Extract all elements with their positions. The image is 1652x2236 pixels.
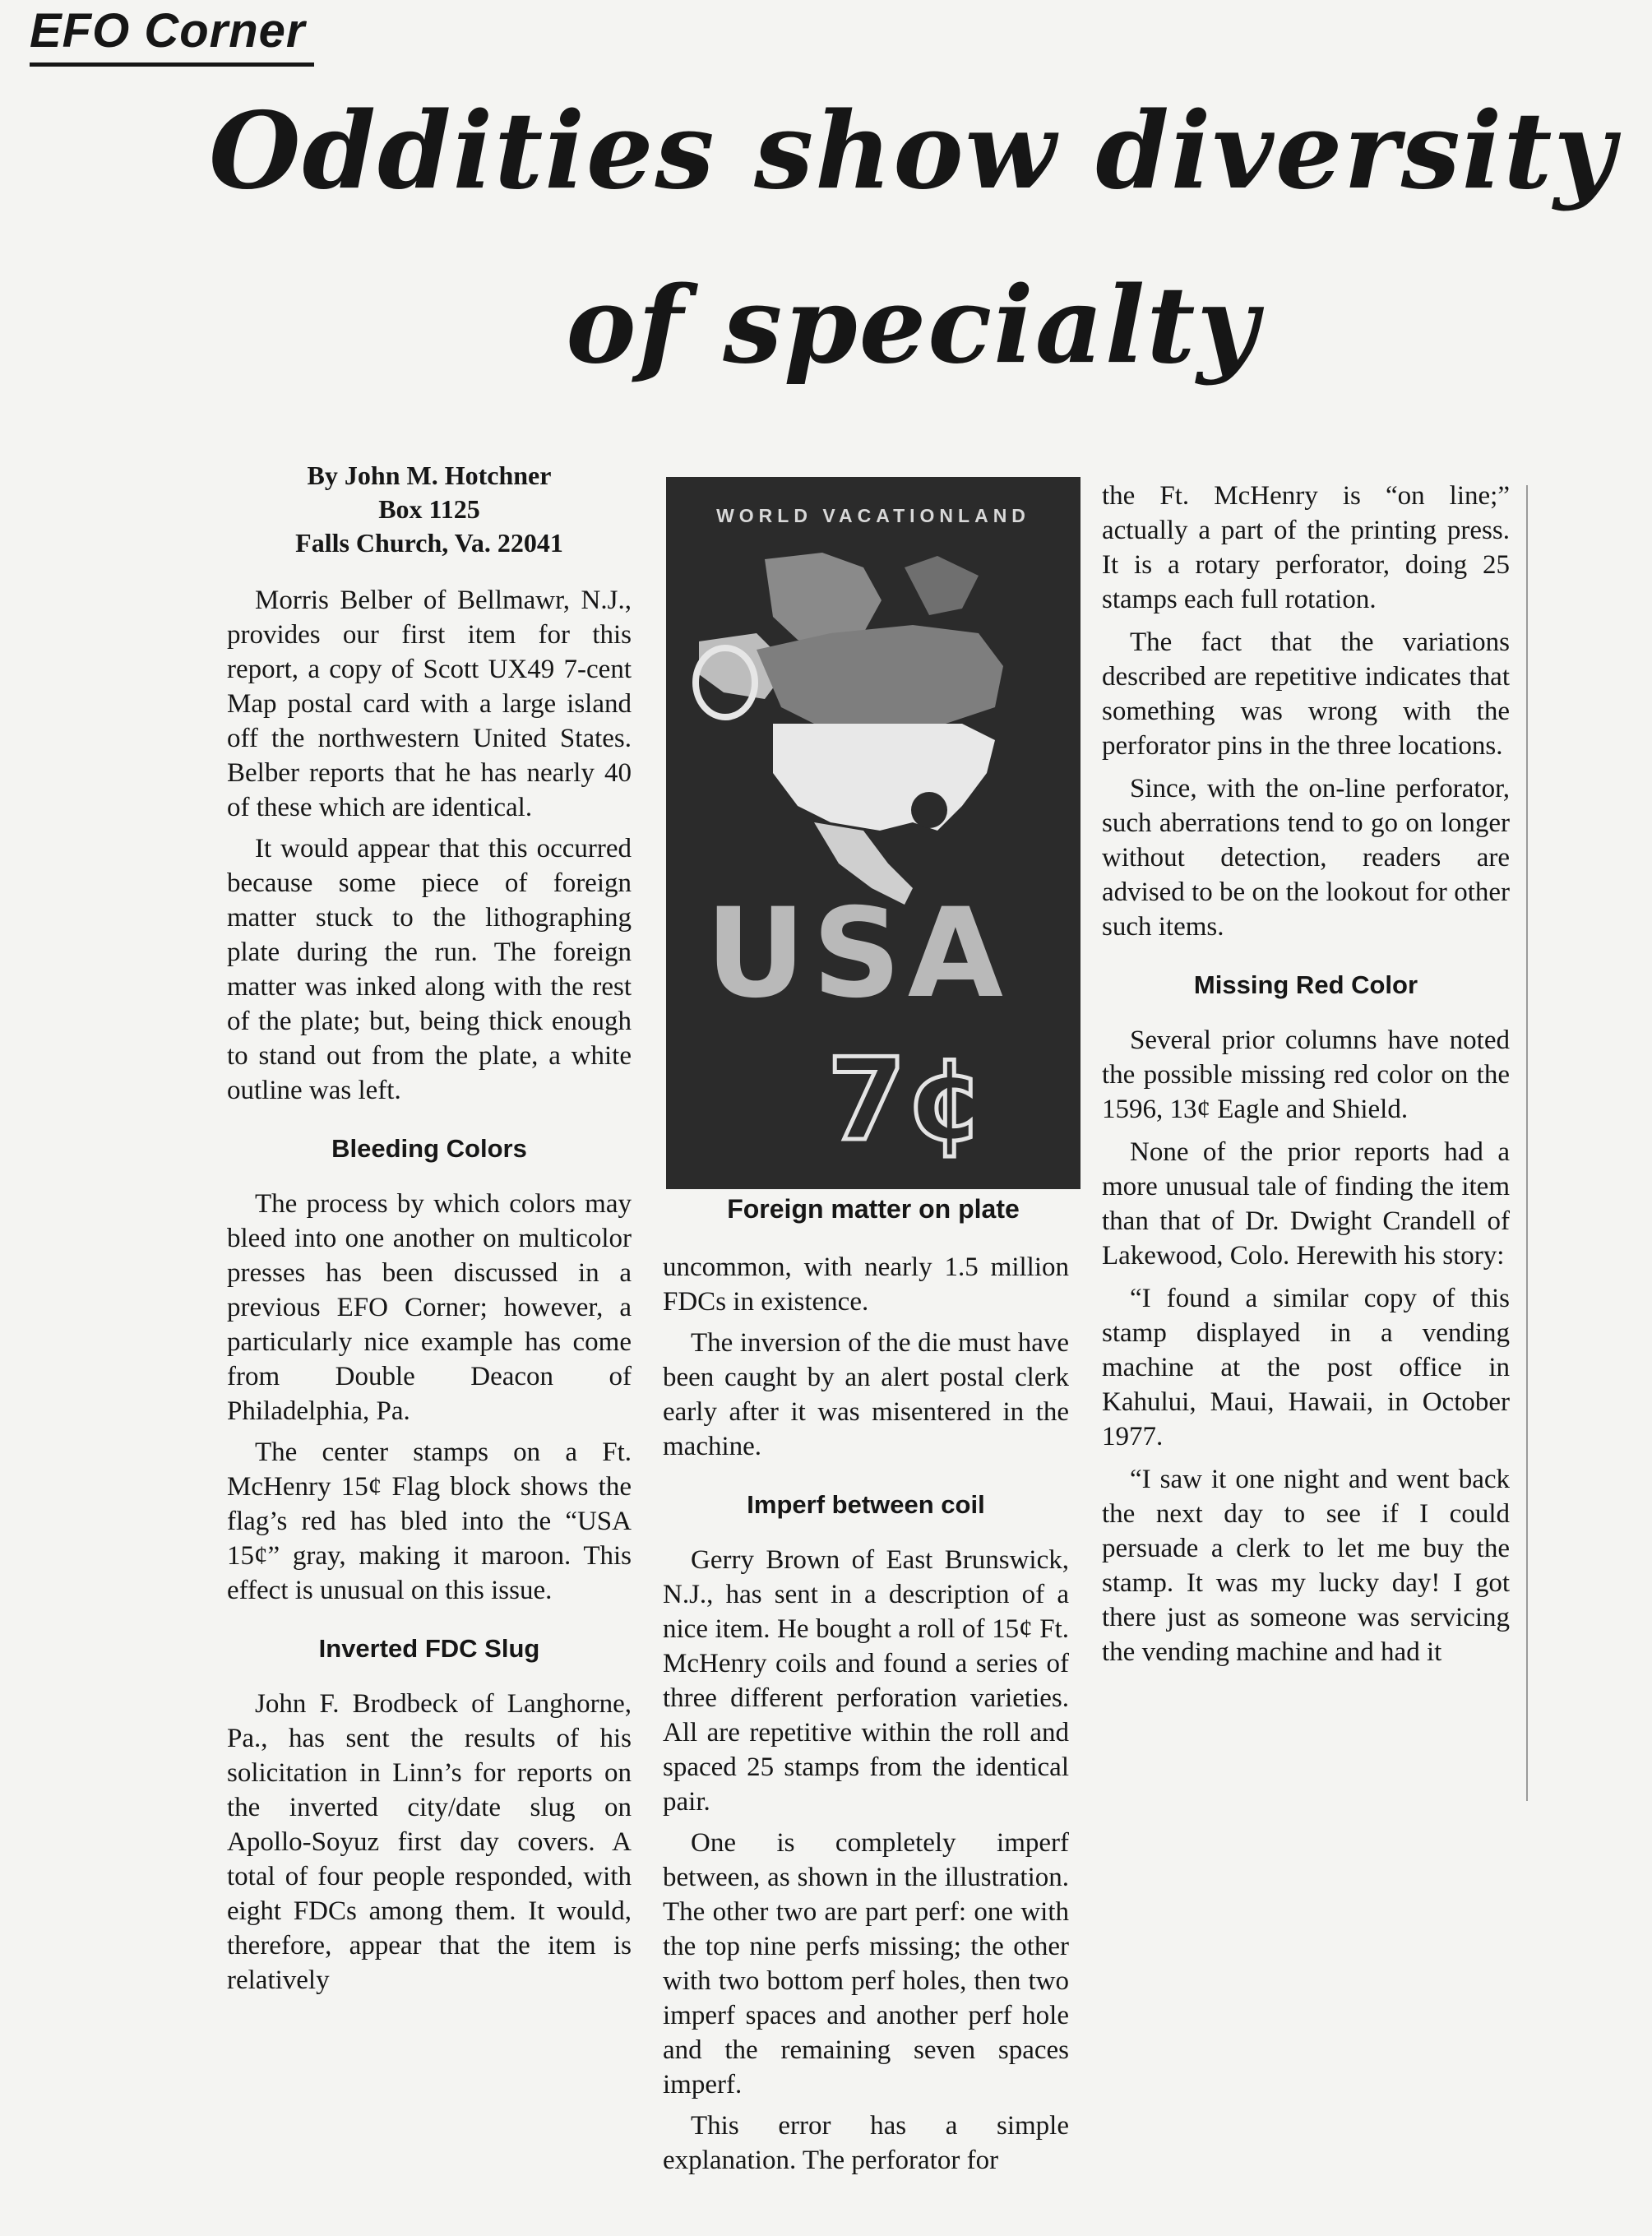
paragraph: The inversion of the die must have been caught by an alert postal clerk early after it was misentered in the machine. [663, 1328, 1069, 1461]
paragraph: It would appear that this occurred because some piece of foreign matter stuck to the lithographing plate during the run. The foreign matter was inked along with the rest of the plate; but, being thick enough to stand out from the plate, a white outline was left. [227, 834, 632, 1105]
article-column-1 [227, 459, 632, 2004]
paragraph: Gerry Brown of East Brunswick, N.J., has sent in a description of a nice item. He bought a roll of 15¢ Ft. McHenry coils and found a series of three different perforation varieties. All are repetitive within the roll and spaced 25 stamps from the identical pair. [663, 1545, 1069, 1817]
subheading-bleeding-colors: Bleeding Colors [331, 1134, 527, 1163]
byline-name: By John M. Hotchner [307, 461, 552, 490]
paragraph: Several prior columns have noted the possible missing red color on the 1596, 13¢ Eagle and Shield. [1102, 1025, 1510, 1124]
paragraph: “I saw it one night and went back the next day to see if I could persuade a clerk to let me buy the stamp. It was my lucky day! I got there just as someone was servicing the vending machine and had it [1102, 1465, 1510, 1667]
paragraph: The center stamps on a Ft. McHenry 15¢ Flag block shows the flag’s red has bled into the “USA 15¢” gray, making it maroon. This effect is unusual on this issue. [227, 1437, 632, 1605]
stamp-top-text: WORLD VACATIONLAND [716, 505, 1030, 526]
figure-caption: Foreign matter on plate [727, 1194, 1020, 1224]
paragraph: Since, with the on-line perforator, such aberrations tend to go on longer without detection, readers are advised to be on the lookout for other such items. [1102, 774, 1510, 942]
stamp-illustration [666, 477, 1081, 1189]
stamp-denomination: 7¢ [827, 1034, 986, 1166]
paragraph: uncommon, with nearly 1.5 million FDCs in existence. [663, 1252, 1069, 1317]
subheading-missing-red-color: Missing Red Color [1193, 970, 1418, 999]
paragraph: The fact that the variations described are repetitive indicates that something was wrong with the perforator pins in the three locations. [1102, 627, 1510, 761]
column-kicker: EFO Corner [30, 0, 314, 67]
paragraph: This error has a simple explanation. The perforator for [663, 2111, 1069, 2175]
paragraph: One is completely imperf between, as shown in the illustration. The other two are part perf: one with the top nine perfs missing; the other with two bottom perf holes, then two imperf spaces and another perf hole and the remaining seven spaces imperf. [663, 1828, 1069, 2099]
paragraph: Morris Belber of Bellmawr, N.J., provides our first item for this report, a copy of Scott UX49 7-cent Map postal card with a large island off the northwestern United States. Belber reports that he has nearly 40 of these which are identical. [227, 586, 632, 822]
byline [227, 459, 632, 560]
article-column-2 [663, 1250, 1069, 2184]
headline: Oddities show diversity of specialty [209, 90, 1617, 387]
subheading-imperf-between-coil: Imperf between coil [747, 1490, 985, 1519]
subheading-inverted-fdc-slug: Inverted FDC Slug [318, 1634, 540, 1663]
paragraph: “I found a similar copy of this stamp displayed in a vending machine at the post office in Kahului, Maui, Hawaii, in October 1977. [1102, 1284, 1510, 1451]
column-rule [1526, 485, 1528, 1801]
paragraph: John F. Brodbeck of Langhorne, Pa., has sent the results of his solicitation in Linn’s for reports on the inverted city/date slug on Apollo-Soyuz first day covers. A total of four people responded, with eight FDCs among them. It would, therefore, appear that the item is relatively [227, 1689, 632, 1995]
stamp-country-text: USA [706, 882, 1010, 1025]
paragraph: The process by which colors may bleed into one another on multicolor presses has been discussed in a previous EFO Corner; however, a particularly nice example has come from Double Deacon of Philadelphia, Pa. [227, 1189, 632, 1426]
article-column-3 [1102, 479, 1510, 1678]
byline-city: Falls Church, Va. 22041 [295, 528, 563, 558]
paragraph: the Ft. McHenry is “on line;” actually a part of the printing press. It is a rotary perforator, doing 25 stamps each full rotation. [1102, 481, 1510, 614]
byline-box: Box 1125 [378, 494, 480, 524]
paragraph: None of the prior reports had a more unusual tale of finding the item than that of Dr. Dwight Crandell of Lakewood, Colo. Herewith his story: [1102, 1137, 1510, 1271]
